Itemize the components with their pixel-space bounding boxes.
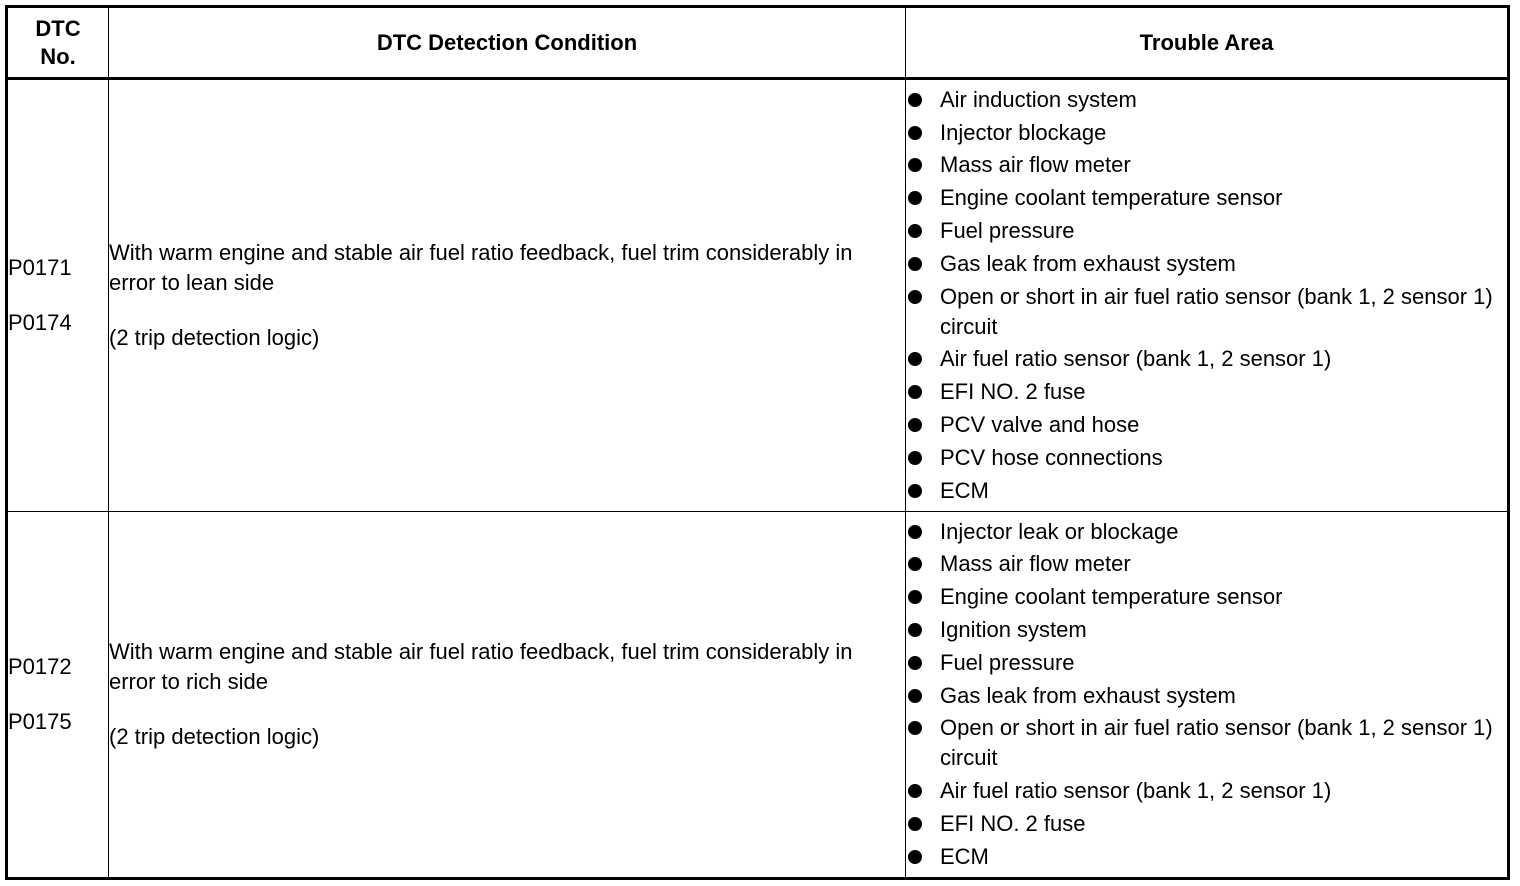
bullet-icon [908, 557, 922, 571]
trouble-area-text: Engine coolant temperature sensor [940, 185, 1283, 211]
list-item [906, 582, 1507, 612]
bullet-icon [908, 623, 922, 637]
bullet-icon [908, 224, 922, 238]
trouble-area-text: Injector leak or blockage [940, 518, 1179, 544]
list-item [906, 443, 1507, 473]
list-item [906, 549, 1507, 579]
bullet-icon [908, 689, 922, 703]
dtc-code-cell [7, 79, 109, 512]
dtc-code: P0172 [8, 654, 72, 680]
trouble-area-text: Air induction system [940, 86, 1137, 112]
trouble-area-list [906, 517, 1507, 872]
header-detection-condition: DTC Detection Condition [109, 7, 906, 79]
trouble-area-text: Fuel pressure [940, 218, 1075, 244]
bullet-icon [908, 93, 922, 107]
bullet-icon [908, 257, 922, 271]
trouble-area-text: Open or short in air fuel ratio sensor (bank 1, 2 sensor 1) circuit [940, 715, 1493, 771]
detection-logic-text: (2 trip detection logic) [109, 324, 320, 350]
trouble-area-text: PCV hose connections [940, 444, 1163, 470]
list-item [906, 282, 1507, 342]
list-item [906, 776, 1507, 806]
bullet-icon [908, 126, 922, 140]
detection-condition-cell [109, 511, 906, 878]
trouble-area-text: Air fuel ratio sensor (bank 1, 2 sensor 1) [940, 778, 1332, 804]
list-item [906, 842, 1507, 872]
table-row [7, 511, 1509, 878]
trouble-area-cell [906, 79, 1509, 512]
detection-condition-cell [109, 79, 906, 512]
trouble-area-text: Fuel pressure [940, 649, 1075, 675]
trouble-area-text: Mass air flow meter [940, 152, 1131, 178]
header-dtc-no [7, 7, 109, 79]
trouble-area-text: EFI NO. 2 fuse [940, 379, 1086, 405]
trouble-area-text: ECM [940, 477, 989, 503]
trouble-area-text: Gas leak from exhaust system [940, 682, 1236, 708]
bullet-icon [908, 290, 922, 304]
bullet-icon [908, 484, 922, 498]
bullet-icon [908, 451, 922, 465]
dtc-table [5, 5, 1510, 880]
header-dtc-no-line2: No. [40, 43, 76, 69]
bullet-icon [908, 590, 922, 604]
bullet-icon [908, 817, 922, 831]
bullet-icon [908, 418, 922, 432]
trouble-area-text: Ignition system [940, 617, 1087, 643]
list-item [906, 809, 1507, 839]
dtc-code: P0174 [8, 310, 72, 336]
list-item [906, 85, 1507, 115]
header-dtc-no-line1: DTC [35, 15, 81, 41]
list-item [906, 344, 1507, 374]
trouble-area-cell [906, 511, 1509, 878]
trouble-area-text: Air fuel ratio sensor (bank 1, 2 sensor 1) [940, 346, 1332, 372]
list-item [906, 150, 1507, 180]
list-item [906, 216, 1507, 246]
detection-logic-text: (2 trip detection logic) [109, 723, 320, 749]
dtc-code-cell [7, 511, 109, 878]
bullet-icon [908, 721, 922, 735]
bullet-icon [908, 158, 922, 172]
list-item [906, 410, 1507, 440]
trouble-area-text: Mass air flow meter [940, 551, 1131, 577]
table-row [7, 79, 1509, 512]
bullet-icon [908, 191, 922, 205]
trouble-area-text: Open or short in air fuel ratio sensor (bank 1, 2 sensor 1) circuit [940, 283, 1493, 339]
bullet-icon [908, 850, 922, 864]
trouble-area-text: Injector blockage [940, 119, 1107, 145]
list-item [906, 648, 1507, 678]
bullet-icon [908, 385, 922, 399]
trouble-area-list [906, 85, 1507, 506]
dtc-code: P0175 [8, 709, 72, 735]
list-item [906, 517, 1507, 547]
trouble-area-text: Engine coolant temperature sensor [940, 584, 1283, 610]
list-item [906, 377, 1507, 407]
trouble-area-text: PCV valve and hose [940, 412, 1140, 438]
detection-condition-text: With warm engine and stable air fuel ratio feedback, fuel trim considerably in error to rich side [109, 638, 853, 694]
list-item [906, 249, 1507, 279]
trouble-area-text: EFI NO. 2 fuse [940, 811, 1086, 837]
list-item [906, 118, 1507, 148]
list-item [906, 183, 1507, 213]
detection-condition-text: With warm engine and stable air fuel ratio feedback, fuel trim considerably in error to lean side [109, 239, 853, 295]
list-item [906, 713, 1507, 773]
header-row [7, 7, 1509, 79]
bullet-icon [908, 656, 922, 670]
trouble-area-text: ECM [940, 843, 989, 869]
bullet-icon [908, 784, 922, 798]
header-trouble-area: Trouble Area [906, 7, 1509, 79]
list-item [906, 681, 1507, 711]
bullet-icon [908, 352, 922, 366]
bullet-icon [908, 525, 922, 539]
trouble-area-text: Gas leak from exhaust system [940, 250, 1236, 276]
dtc-code: P0171 [8, 255, 72, 281]
list-item [906, 476, 1507, 506]
list-item [906, 615, 1507, 645]
